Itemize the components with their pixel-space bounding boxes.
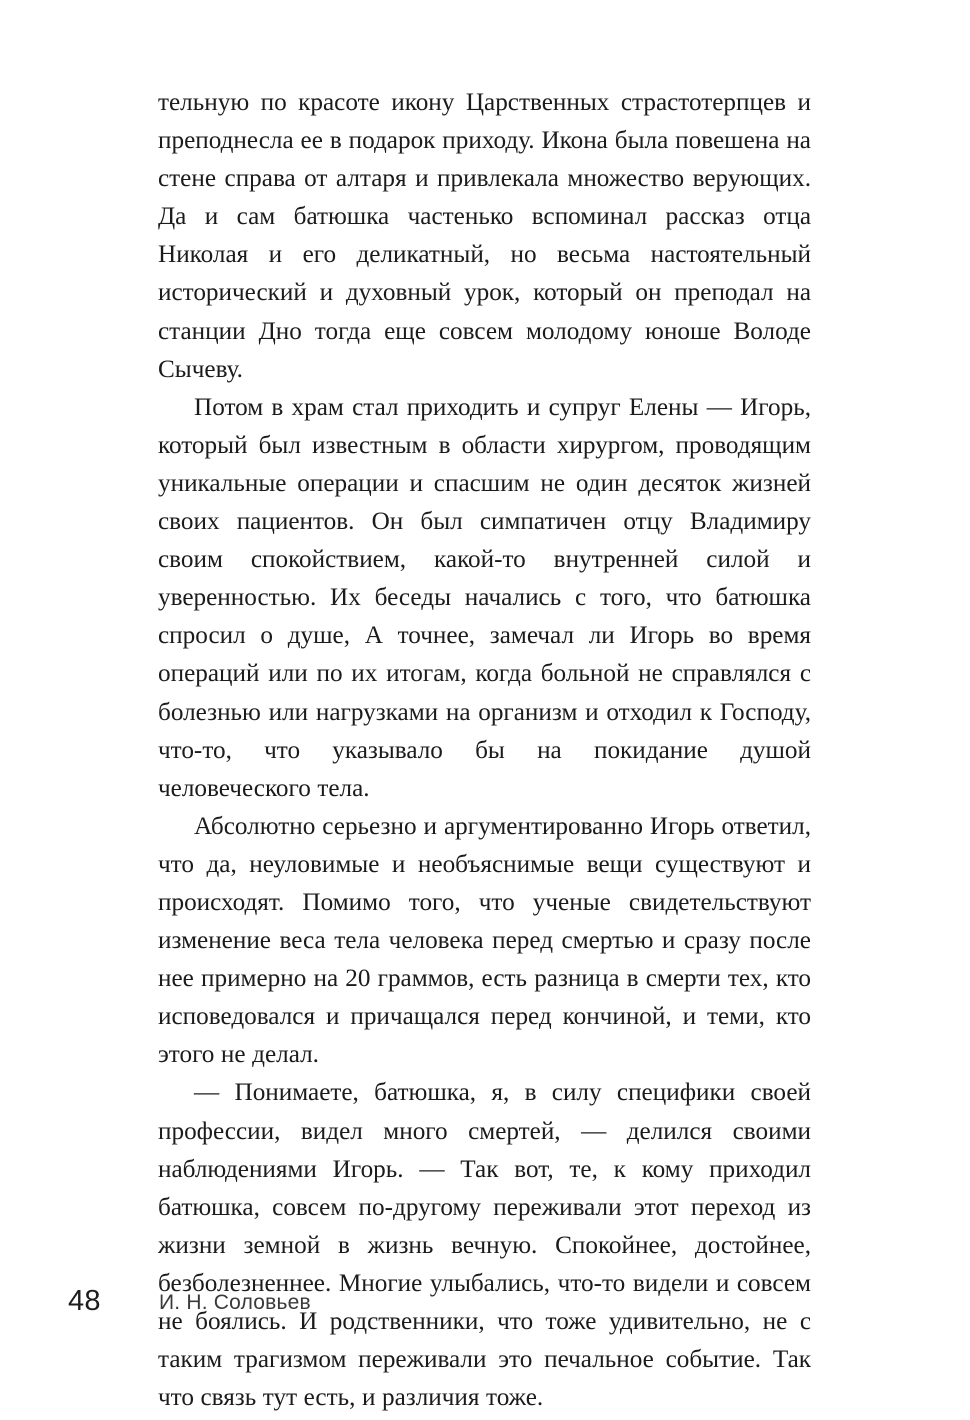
body-paragraph: тельную по красоте икону Царственных страстотерпцев и преподнесла ее в подарок приходу. Икона была повешена на стене справа от алтаря и привлекала множество верующих. Да и сам батюшка частенько вспоминал рассказ отца Николая и его деликатный, но весьма настоятельный исторический и духовный урок, который он преподал на станции Дно тогда еще совсем молодому юноше Володе Сычеву. bbox=[158, 89, 811, 383]
page-text-block bbox=[158, 84, 811, 1417]
running-head-author: И. Н. Соловьев bbox=[159, 1291, 311, 1314]
body-paragraph: — Понимаете, батюшка, я, в силу специфики своей профессии, видел много смертей, — делился своими наблюдениями Игорь. — Так вот, те, к кому приходил батюшка, совсем по-другому переживали этот переход из жизни земной в жизнь вечную. Спокойнее, достойнее, безболезненнее. Многие улыбались, что-то видели и совсем не боялись. И родственники, что тоже удивительно, не с таким трагизмом переживали это печальное событие. Так что связь тут есть, и различия тоже. bbox=[158, 1079, 811, 1412]
body-paragraph: Абсолютно серьезно и аргументированно Игорь ответил, что да, неуловимые и необъяснимые вещи существуют и происходят. Помимо того, что ученые свидетельствуют изменение веса тела человека перед смертью и сразу после нее примерно на 20 граммов, есть разница в смерти тех, кто исповедовался и причащался перед кончиной, и теми, кто этого не делал. bbox=[158, 812, 811, 1069]
page-footer bbox=[0, 1283, 970, 1333]
page-number: 48 bbox=[68, 1285, 101, 1317]
body-paragraph: Потом в храм стал приходить и супруг Елены — Игорь, который был известным в области хирургом, проводящим уникальные операции и спасшим не один десяток жизней своих пациентов. Он был симпатичен отцу Владимиру своим спокойствием, какой-то внутренней силой и уверенностью. Их беседы начались с того, что батюшка спросил о душе, А точнее, замечал ли Игорь во время операций или по их итогам, когда больной не справлялся с болезнью или нагрузками на организм и отходил к Господу, что-то, что указывало бы на покидание душой человеческого тела. bbox=[158, 393, 811, 802]
